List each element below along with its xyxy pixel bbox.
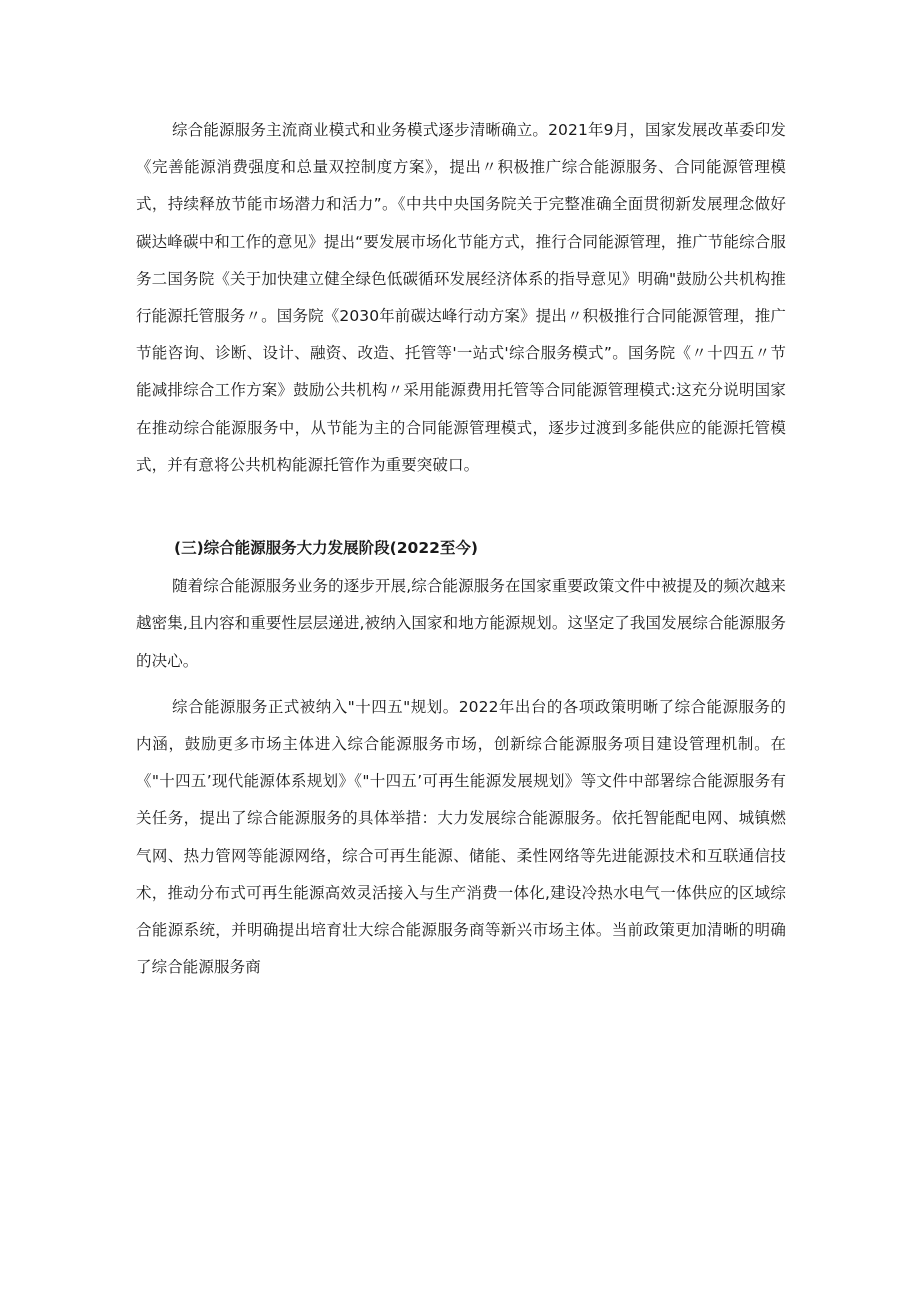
paragraph-fourteenth-five-year-plan: 综合能源服务正式被纳入"十四五"规划。2022年出台的各项政策明晰了综合能源服务的内涵，鼓励更多市场主体进入综合能源服务市场，创新综合能源服务项目建设管理机制。在《"十四五’现代能源体系规划》《"十四五’可再生能源发展规划》等文件中部署综合能源服务有关任务，提出了综合能源服务的具体举措：大力发展综合能源服务。依托智能配电网、城镇燃气网、热力管网等能源网络，综合可再生能源、储能、柔性网络等先进能源技术和互联通信技术，推动分布式可再生能源高效灵活接入与生产消费一体化,建设冷热水电气一体供应的区域综合能源系统，并明确提出培育壮大综合能源服务商等新兴市场主体。当前政策更加清晰的明确了综合能源服务商 [136, 697, 786, 977]
paragraph-business-models: 综合能源服务主流商业模式和业务模式逐步清晰确立。2021年9月，国家发展改革委印发《完善能源消费强度和总量双控制度方案》，提出〃积极推广综合能源服务、合同能源管理模式，持续释放节能市场潜力和活力”。《中共中央国务院关于完整准确全面贯彻新发展理念做好碳达峰碳中和工作的意见》提出“要发展市场化节能方式，推行合同能源管理，推广节能综合服务二国务院《关于加快建立健全绿色低碳循环发展经济体系的指导意见》明确"鼓励公共机构推行能源托管服务〃。国务院《2030年前碳达峰行动方案》提出〃积极推行合同能源管理，推广节能咨询、诊断、设计、融资、改造、托管等'一站式'综合服务模式”。国务院《〃十四五〃节能减排综合工作方案》鼓励公共机构〃采用能源费用托管等合同能源管理模式:这充分说明国家在推动综合能源服务中，从节能为主的合同能源管理模式，逐步过渡到多能供应的能源托管模式，并有意将公共机构能源托管作为重要突破口。 [136, 121, 786, 474]
paragraph-policy-frequency: 随着综合能源服务业务的逐步开展,综合能源服务在国家重要政策文件中被提及的频次越来越密集,且内容和重要性层层递进,被纳入国家和地方能源规划。这坚定了我国发展综合能源服务的决心。 [136, 577, 786, 670]
section-heading-development-stage: (三)综合能源服务大力发展阶段(2022至今) [174, 539, 478, 558]
document-body [136, 112, 786, 986]
paragraph-spacer [136, 680, 786, 689]
